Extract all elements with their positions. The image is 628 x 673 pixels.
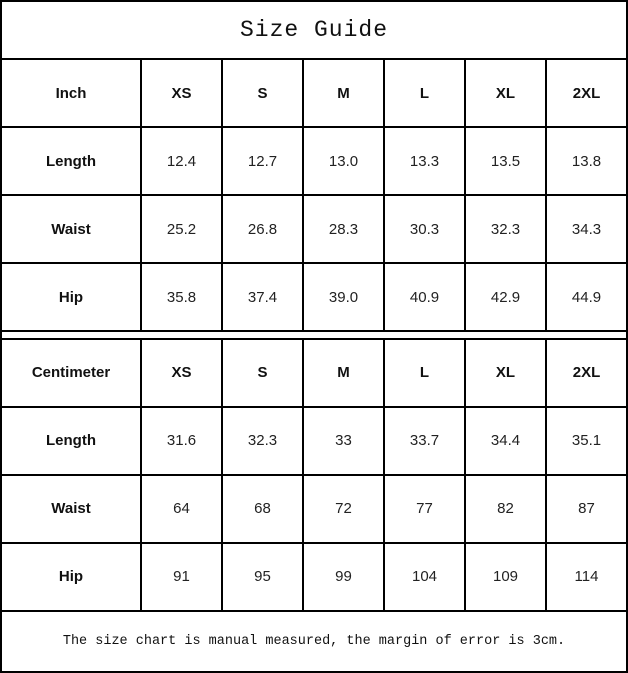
size-header-l: L [384, 339, 465, 407]
size-value: 13.0 [303, 127, 384, 195]
spacer-cell [1, 331, 627, 338]
size-header-s: S [222, 339, 303, 407]
size-value: 35.8 [141, 263, 222, 331]
size-header-xl: XL [465, 339, 546, 407]
centimeter-length-row [1, 407, 627, 475]
size-value: 34.3 [546, 195, 627, 263]
unit-header-inch: Inch [1, 59, 141, 127]
centimeter-waist-row [1, 475, 627, 543]
size-value: 114 [546, 543, 627, 611]
size-header-xs: XS [141, 339, 222, 407]
spacer-row [1, 331, 627, 338]
size-value: 13.5 [465, 127, 546, 195]
size-value: 104 [384, 543, 465, 611]
row-label-waist: Waist [1, 475, 141, 543]
centimeter-header-row [1, 339, 627, 407]
size-header-xs: XS [141, 59, 222, 127]
size-header-xl: XL [465, 59, 546, 127]
footer-note: The size chart is manual measured, the margin of error is 3cm. [1, 611, 627, 672]
size-value: 33 [303, 407, 384, 475]
size-value: 64 [141, 475, 222, 543]
inch-hip-row [1, 263, 627, 331]
size-value: 12.7 [222, 127, 303, 195]
size-value: 13.3 [384, 127, 465, 195]
size-value: 39.0 [303, 263, 384, 331]
size-value: 26.8 [222, 195, 303, 263]
size-header-m: M [303, 59, 384, 127]
row-label-waist: Waist [1, 195, 141, 263]
footer-row [1, 611, 627, 672]
size-value: 37.4 [222, 263, 303, 331]
size-value: 44.9 [546, 263, 627, 331]
size-value: 35.1 [546, 407, 627, 475]
size-value: 72 [303, 475, 384, 543]
size-header-2xl: 2XL [546, 339, 627, 407]
size-value: 33.7 [384, 407, 465, 475]
size-value: 91 [141, 543, 222, 611]
size-header-l: L [384, 59, 465, 127]
size-value: 87 [546, 475, 627, 543]
size-value: 99 [303, 543, 384, 611]
size-value: 30.3 [384, 195, 465, 263]
size-value: 32.3 [465, 195, 546, 263]
size-value: 31.6 [141, 407, 222, 475]
size-value: 40.9 [384, 263, 465, 331]
size-value: 82 [465, 475, 546, 543]
row-label-hip: Hip [1, 263, 141, 331]
size-value: 109 [465, 543, 546, 611]
size-value: 95 [222, 543, 303, 611]
size-value: 34.4 [465, 407, 546, 475]
title-row [1, 1, 627, 59]
size-value: 68 [222, 475, 303, 543]
inch-header-row [1, 59, 627, 127]
page-title: Size Guide [1, 1, 627, 59]
size-value: 42.9 [465, 263, 546, 331]
inch-waist-row [1, 195, 627, 263]
size-value: 12.4 [141, 127, 222, 195]
row-label-length: Length [1, 127, 141, 195]
size-header-m: M [303, 339, 384, 407]
inch-length-row [1, 127, 627, 195]
row-label-length: Length [1, 407, 141, 475]
unit-header-centimeter: Centimeter [1, 339, 141, 407]
size-value: 25.2 [141, 195, 222, 263]
size-value: 13.8 [546, 127, 627, 195]
size-value: 28.3 [303, 195, 384, 263]
row-label-hip: Hip [1, 543, 141, 611]
size-header-s: S [222, 59, 303, 127]
size-value: 32.3 [222, 407, 303, 475]
centimeter-hip-row [1, 543, 627, 611]
size-header-2xl: 2XL [546, 59, 627, 127]
size-value: 77 [384, 475, 465, 543]
